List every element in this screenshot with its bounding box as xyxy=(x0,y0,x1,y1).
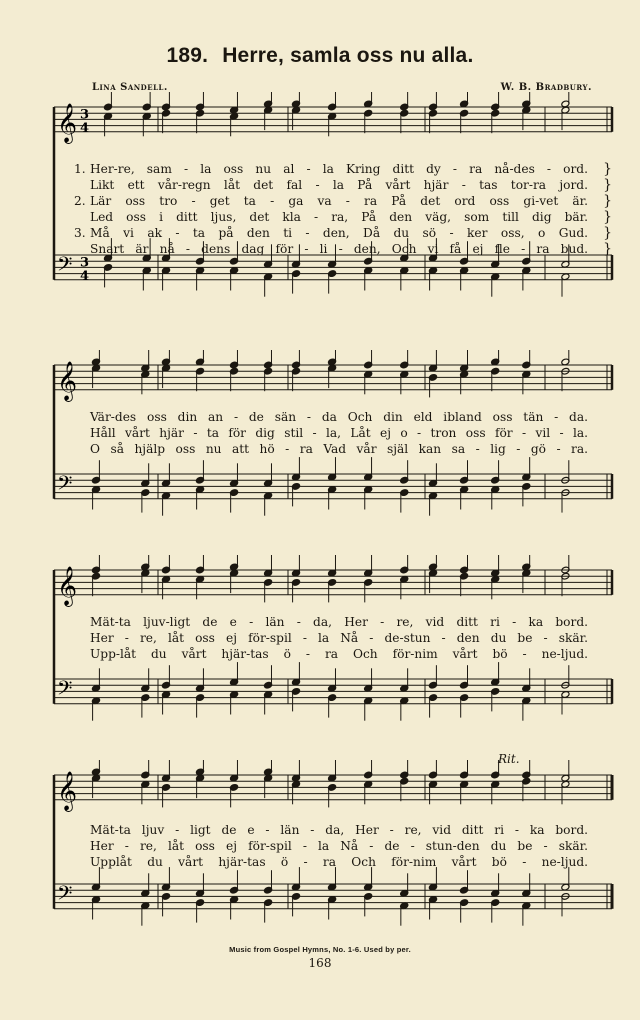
time-signature: 3 xyxy=(80,255,90,271)
lyric-line: Her - re, låt oss ej för-spil - la Nå - de-stun - den du be - skär. xyxy=(90,631,588,645)
treble-clef-icon: 𝄞 xyxy=(57,360,78,401)
time-signature: 3 xyxy=(80,107,90,123)
ritardando-marking: Rit. xyxy=(498,752,520,766)
bass-clef-icon: 𝄢 xyxy=(57,676,73,705)
lyric-line: 3. Må vi ak - ta på den ti - den, Då du sö - ker oss, o Gud. } xyxy=(74,225,612,241)
author-credit: Lina Sandell. xyxy=(92,82,168,93)
lyric-line: 2. Lär oss tro - get ta - ga va - ra På det ord oss gi-vet är. } xyxy=(74,193,612,209)
lyric-line: Mät-ta ljuv - ligt de e - län - da, Her - re, vid ditt ri - ka bord. xyxy=(90,823,588,837)
lyric-line: O så hjälp oss nu att hö - ra Vad vår själ kan sa - lig - gö - ra. xyxy=(90,442,588,456)
lyric-line: Vär-des oss din an - de sän - da Och din eld ibland oss tän - da. xyxy=(90,410,588,424)
treble-clef-icon: 𝄞 xyxy=(57,565,78,606)
lyric-line: Her - re, låt oss ej för-spil - la Nå - de - stun-den du be - skär. xyxy=(90,839,588,853)
lyric-line: Håll vårt hjär - ta för dig stil - la, Låt ej o - tron oss för - vil - la. xyxy=(90,426,588,440)
bass-clef-icon: 𝄢 xyxy=(57,881,73,910)
hymn-title-text: Herre, samla oss nu alla. xyxy=(222,44,474,67)
lyric-line: Upp-låt du vårt hjär-tas ö - ra Och för-nim vårt bö - ne-ljud. xyxy=(90,647,588,661)
time-signature: 4 xyxy=(80,268,90,284)
bass-clef-icon: 𝄢 xyxy=(57,252,73,281)
hymn-number: 189. xyxy=(166,44,209,67)
composer-credit: W. B. Bradbury. xyxy=(500,82,592,93)
lyric-line: Led oss i ditt ljus, det kla - ra, På den väg, som till dig bär. } xyxy=(90,209,612,225)
lyric-line: Upplåt du vårt hjär-tas ö - ra Och för-nim vårt bö - ne-ljud. xyxy=(90,855,588,869)
lyric-line: Mät-ta ljuv-ligt de e - län - da, Her - re, vid ditt ri - ka bord. xyxy=(90,615,588,629)
lyric-line: Likt ett vår-regn låt det fal - la På vårt hjär - tas tor-ra jord. } xyxy=(90,177,612,193)
hymn-title xyxy=(0,44,640,68)
page-number: 168 xyxy=(308,956,332,970)
bass-clef-icon: 𝄢 xyxy=(57,471,73,500)
treble-clef-icon: 𝄞 xyxy=(57,102,78,143)
treble-clef-icon: 𝄞 xyxy=(57,770,78,811)
time-signature: 4 xyxy=(80,120,90,136)
lyric-line: Snart är nå - dens dag för - li - den, Och vi få ej fle - ra bud. } xyxy=(90,241,612,257)
lyric-line: 1. Her-re, sam - la oss nu al - la Kring ditt dy - ra nå-des - ord. } xyxy=(74,161,612,177)
source-note: Music from Gospel Hymns, No. 1-6. Used by per. xyxy=(229,945,411,954)
